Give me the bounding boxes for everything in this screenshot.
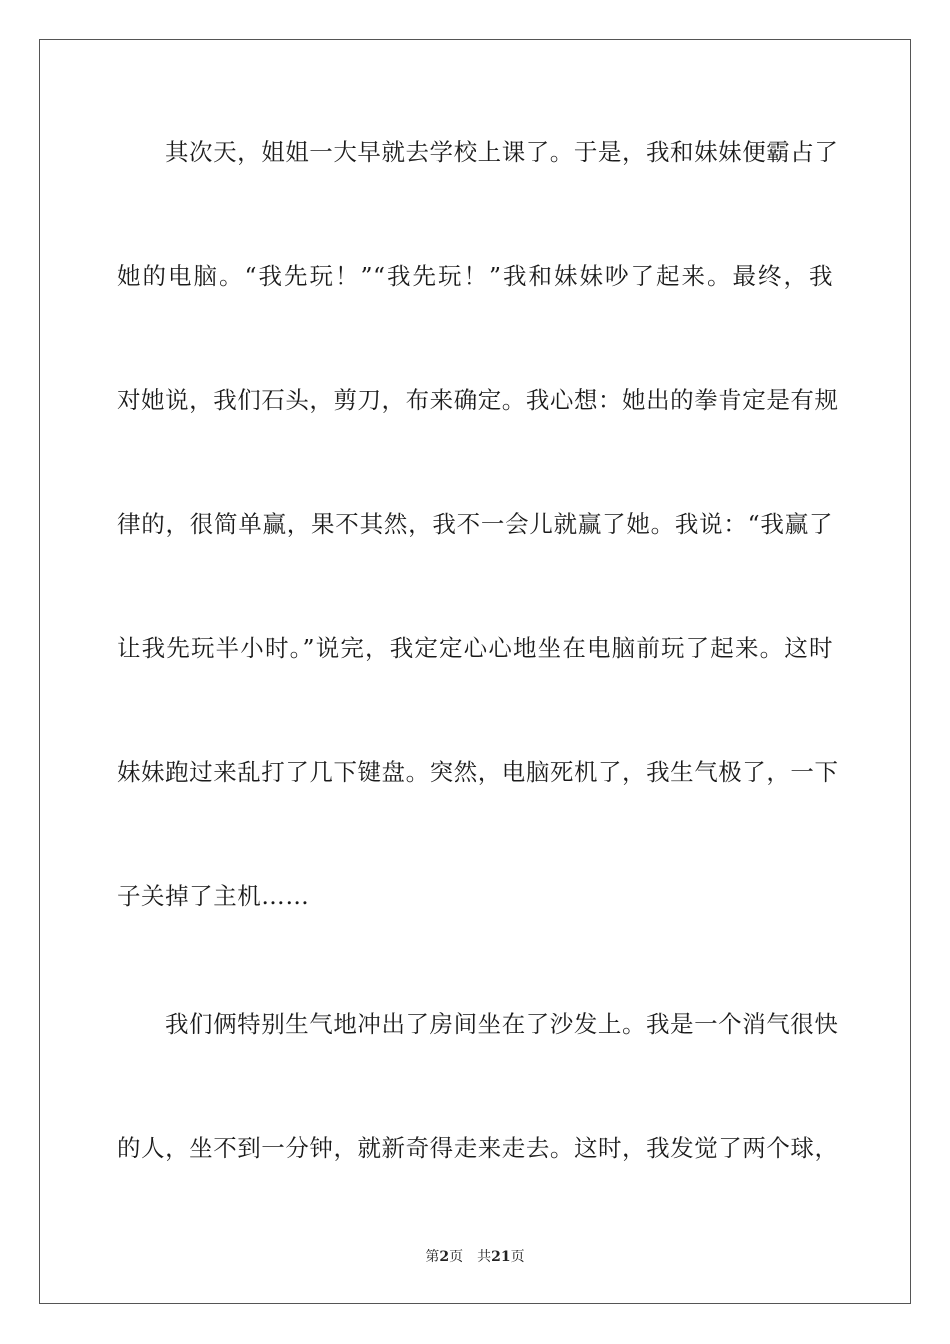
paragraph-1-line-7: 子关掉了主机…… [117,882,310,910]
page-footer [0,1248,950,1266]
paragraph-1-line-1: 其次天，姐姐一大早就去学校上课了。于是，我和妹妹便霸占了 [165,138,839,166]
paragraph-2-line-1: 我们俩特别生气地冲出了房间坐在了沙发上。我是一个消气很快 [165,1010,839,1038]
paragraph-2-line-2: 的人，坐不到一分钟，就新奇得走来走去。这时，我发觉了两个球， [117,1134,839,1162]
paragraph-1-line-2: 她的电脑。“我先玩！”“我先玩！”我和妹妹吵了起来。最终，我 [117,262,833,290]
paragraph-1-line-4: 律的，很简单赢，果不其然，我不一会儿就赢了她。我说：“我赢了 [117,510,833,538]
paragraph-1-line-3: 对她说，我们石头，剪刀，布来确定。我心想：她出的拳肯定是有规 [117,386,839,414]
page-border [39,39,911,1304]
total-prefix: 共 [477,1249,492,1265]
page-number: 2 [439,1249,450,1265]
total-suffix: 页 [510,1249,525,1265]
page-prefix: 第 [425,1249,440,1265]
paragraph-1-line-6: 妹妹跑过来乱打了几下键盘。突然，电脑死机了，我生气极了，一下 [117,758,839,786]
paragraph-1-line-5: 让我先玩半小时。”说完，我定定心心地坐在电脑前玩了起来。这时 [117,634,833,662]
page-suffix: 页 [449,1249,464,1265]
total-pages: 21 [491,1249,511,1265]
